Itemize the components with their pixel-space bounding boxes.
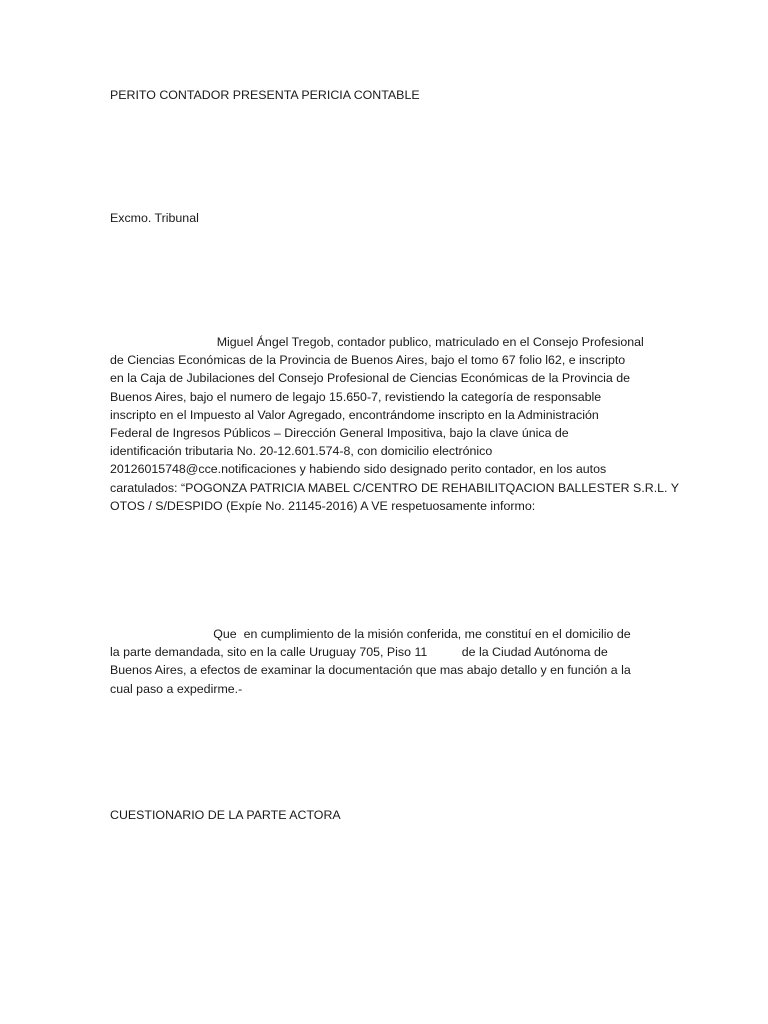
paragraph-mission: [110, 625, 662, 698]
section-heading-text: CUESTIONARIO DE LA PARTE ACTORA: [110, 808, 341, 822]
paragraph-line: 20126015748@cce.notificaciones y habiendo sido designado perito contador, en los autos: [110, 462, 607, 477]
paragraph-line: cual paso a expedirme.-: [110, 681, 243, 696]
paragraph-line: Federal de Ingresos Públicos – Dirección General Impositiva, bajo la clave única de: [110, 426, 569, 441]
document-title: [110, 86, 662, 104]
paragraph-line: la parte demandada, sito en la calle Uruguay 705, Piso 11 de la Ciudad Autónoma de: [110, 645, 608, 660]
paragraph-line: caratulados: “POGONZA PATRICIA MABEL C/CENTRO DE REHABILITQACION BALLESTER S.R.L. Y: [110, 480, 679, 495]
paragraph-line: Miguel Ángel Tregob, contador publico, matriculado en el Consejo Profesional: [110, 335, 644, 349]
salutation: [110, 209, 662, 227]
paragraph-line: en la Caja de Jubilaciones del Consejo Profesional de Ciencias Económicas de la Provincia de: [110, 371, 631, 386]
section-heading: [110, 806, 662, 824]
paragraph-line: Buenos Aires, a efectos de examinar la documentación que mas abajo detallo y en función a la: [110, 663, 631, 678]
paragraph-line: identificación tributaria No. 20-12.601.574-8, con domicilio electrónico: [110, 444, 493, 459]
paragraph-line: OTOS / S/DESPIDO (Expíe No. 21145-2016) A VE respetuosamente informo:: [110, 498, 536, 513]
paragraph-line: inscripto en el Impuesto al Valor Agregado, encontrándome inscripto en la Administración: [110, 407, 599, 422]
paragraph-introduction: [110, 333, 679, 515]
paragraph-line: de Ciencias Económicas de la Provincia de Buenos Aires, bajo el tomo 67 folio l62, e inscripto: [110, 353, 626, 368]
paragraph-line: Que en cumplimiento de la misión conferida, me constituí en el domicilio de: [110, 627, 631, 641]
paragraph-line: Buenos Aires, bajo el numero de legajo 15.650-7, revistiendo la categoría de responsable: [110, 389, 602, 404]
document-title-text: PERITO CONTADOR PRESENTA PERICIA CONTABLE: [110, 88, 420, 102]
salutation-text: Excmo. Tribunal: [110, 211, 199, 225]
